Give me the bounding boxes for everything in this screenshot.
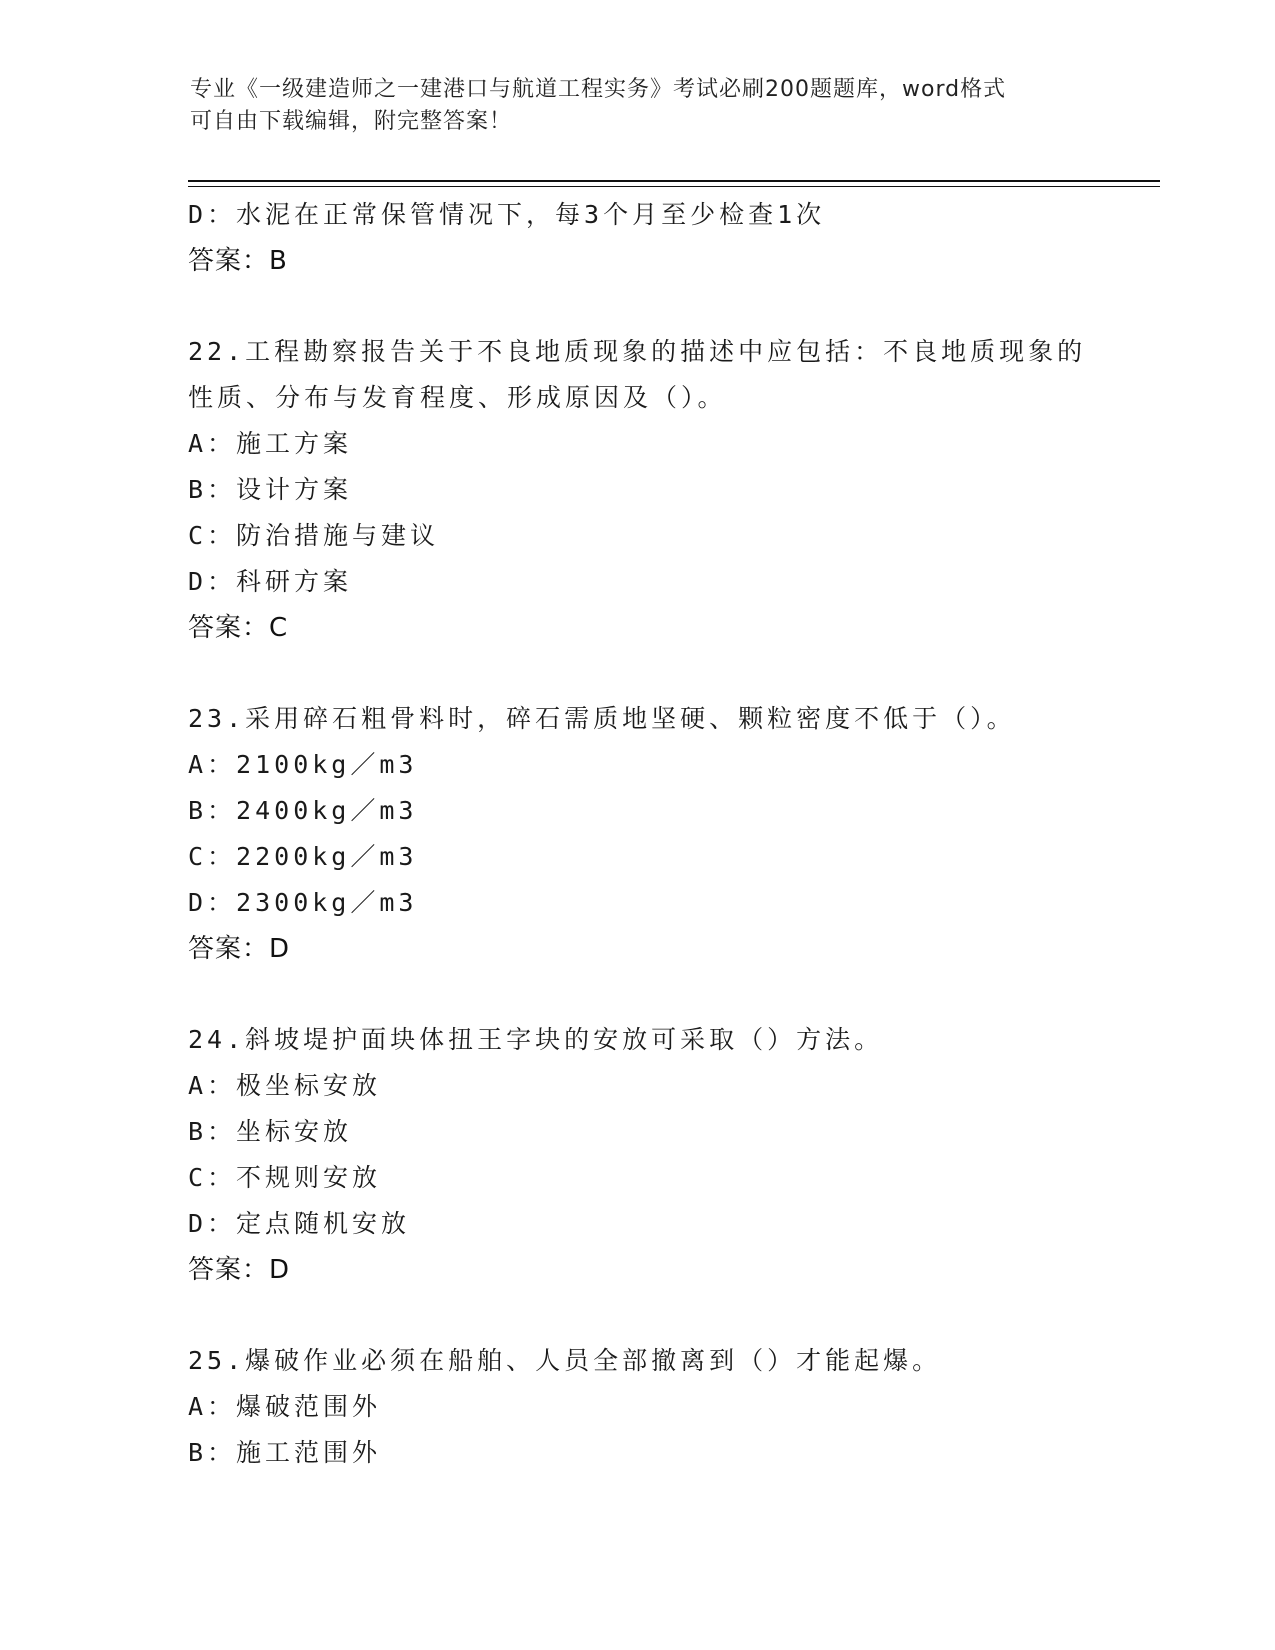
answer-line: 答案：C [188, 613, 289, 643]
option-c: C：2200kg／m3 [188, 842, 418, 871]
question-24 [188, 1017, 1148, 1293]
question-stem-line-2: 性质、分布与发育程度、形成原因及（）。 [188, 383, 727, 412]
option-b: B：坐标安放 [188, 1117, 353, 1146]
spacer [188, 284, 1148, 329]
question-stem-line-1: 22.工程勘察报告关于不良地质现象的描述中应包括：不良地质现象的 [188, 337, 1087, 366]
option-a: A：2100kg／m3 [188, 750, 418, 779]
option-d: D：定点随机安放 [188, 1209, 411, 1238]
spacer [188, 1293, 1148, 1338]
answer-line: 答案：D [188, 934, 291, 964]
option-c: C：不规则安放 [188, 1163, 382, 1192]
option-a: A：施工方案 [188, 429, 353, 458]
option-b: B：施工范围外 [188, 1438, 382, 1467]
answer-line: 答案：B [188, 246, 288, 276]
question-list [188, 192, 1148, 1476]
option-b: B：设计方案 [188, 475, 353, 504]
option-d: D：科研方案 [188, 567, 353, 596]
page-header [190, 74, 1070, 138]
question-stem-line-1: 25.爆破作业必须在船舶、人员全部撤离到（）才能起爆。 [188, 1346, 942, 1375]
option-b: B：2400kg／m3 [188, 796, 418, 825]
previous-question-tail [188, 192, 1148, 284]
question-stem-line-1: 23.采用碎石粗骨料时，碎石需质地坚硬、颗粒密度不低于（）。 [188, 704, 1016, 733]
question-25 [188, 1338, 1148, 1476]
spacer [188, 651, 1148, 696]
header-title-line-2: 可自由下载编辑，附完整答案！ [190, 109, 513, 134]
option-d: D：2300kg／m3 [188, 888, 418, 917]
question-22 [188, 329, 1148, 651]
header-title-line-1: 专业《一级建造师之一建港口与航道工程实务》考试必刷200题题库，word格式 [190, 77, 1007, 102]
option-a: A：爆破范围外 [188, 1392, 382, 1421]
header-divider-thin [188, 186, 1160, 187]
option-a: A：极坐标安放 [188, 1071, 382, 1100]
answer-line: 答案：D [188, 1255, 291, 1285]
spacer [188, 972, 1148, 1017]
option-d: D：水泥在正常保管情况下，每3个月至少检查1次 [188, 200, 826, 229]
question-stem-line-1: 24.斜坡堤护面块体扭王字块的安放可采取（）方法。 [188, 1025, 884, 1054]
header-divider-thick [188, 180, 1160, 182]
option-c: C：防治措施与建议 [188, 521, 440, 550]
question-23 [188, 696, 1148, 972]
